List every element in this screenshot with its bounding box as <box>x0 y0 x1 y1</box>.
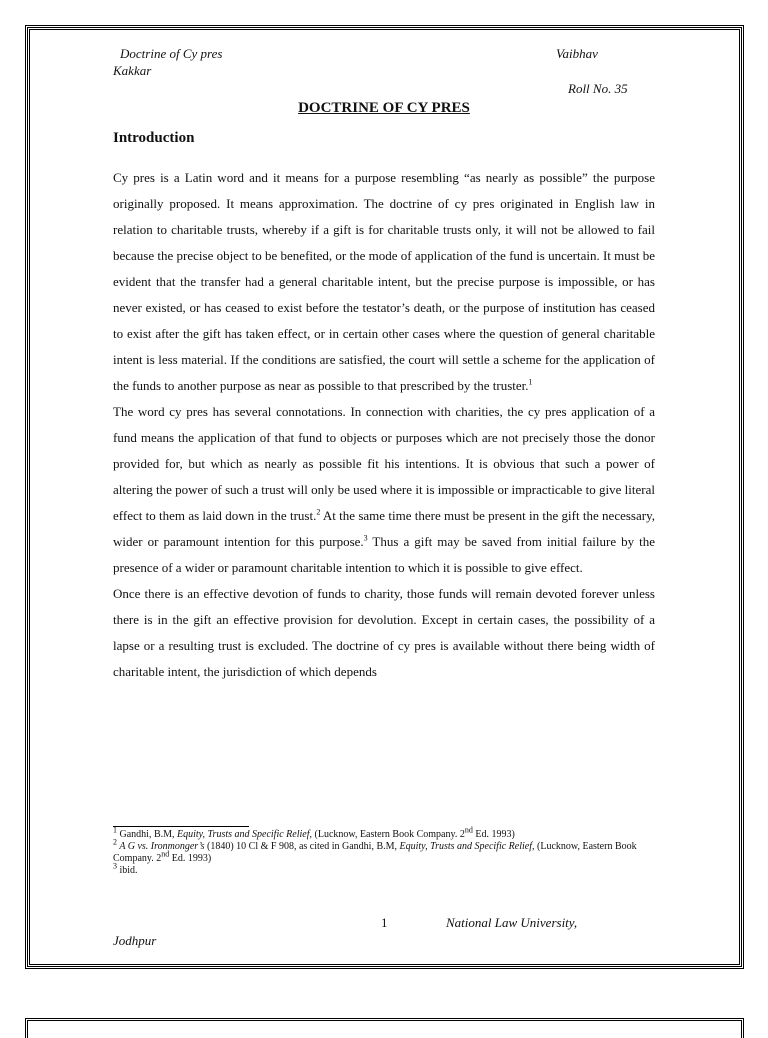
footnote-1: $^1$ Gandhi, B.M, Equity, Trusts and Specific Relief, (Lucknow, Eastern Book Company. 2nd Ed. 1993) <box>113 825 515 840</box>
footnote-ref: 2 <box>316 507 321 517</box>
footnote-ref: 3 <box>363 533 368 543</box>
footnote-divider <box>113 826 249 827</box>
body-text <box>113 165 655 685</box>
footnote-2: $^2$ A G vs. Ironmonger’s (1840) 10 Cl & F 908, as cited in Gandhi, B.M, Equity, Trusts and Specific Relief, (Lucknow, Eastern Book Company. 2nd Ed. 1993) <box>113 837 637 864</box>
footnotes <box>113 825 658 877</box>
footer-city: Jodhpur <box>113 933 157 948</box>
next-page-border <box>25 1018 744 1038</box>
roll-number: Roll No. 35 <box>568 81 628 96</box>
running-title: Doctrine of Cy pres <box>120 46 223 61</box>
footnote-3: $^3$ ibid. <box>113 861 138 876</box>
paragraph-2: The word cy pres has several connotations. In connection with charities, the cy pres application of a fund means the application of that fund to objects or purposes which are not precisely those the donor provided for, but which as nearly as possible fit his intentions. It is obvious that such a power of altering the power of such a trust will only be used where it is impossible or impracticable to give literal effect to them as laid down in the trust.$^2$ At the same time there must be present in the gift the necessary, wider or paramount intention for this purpose.$^3$ Thus a gift may be saved from initial failure by the presence of a wider or paramount charitable intention to which it is possible to give effect. <box>113 404 655 575</box>
paragraph-1: Cy pres is a Latin word and it means for a purpose resembling “as nearly as possible” the purpose originally proposed. It means approximation. The doctrine of cy pres originated in English law in relation to charitable trusts, whereby if a gift is for charitable trusts only, it will not be allowed to fail because the precise object to be benefited, or the mode of application of the fund is uncertain. It must be evident that the transfer had a general charitable intent, but the precise purpose is impossible, or has never existed, or has ceased to exist before the testator’s death, or the purpose of institution has ceased to exist after the gift has taken effect, or in certain other cases where the question of general charitable intent is less material. If the conditions are satisfied, the court will settle a scheme for the application of the funds to another purpose as near as possible to that prescribed by the truster.$^1$ <box>113 170 655 393</box>
paragraph-3: Once there is an effective devotion of funds to charity, those funds will remain devoted forever unless there is in the gift an effective provision for devolution. Except in certain cases, the possibility of a lapse or a resulting trust is excluded. The doctrine of cy pres is available without there being width of charitable intent, the jurisdiction of which depends <box>113 586 655 679</box>
document-title: DOCTRINE OF CY PRES <box>298 100 470 116</box>
page-number: 1 <box>381 915 388 930</box>
section-heading: Introduction <box>113 130 195 146</box>
author-last-name: Kakkar <box>113 63 152 78</box>
author-first-name: Vaibhav <box>556 46 598 61</box>
footer-institution: National Law University, <box>446 915 578 930</box>
footnote-ref: 1 <box>528 377 533 387</box>
